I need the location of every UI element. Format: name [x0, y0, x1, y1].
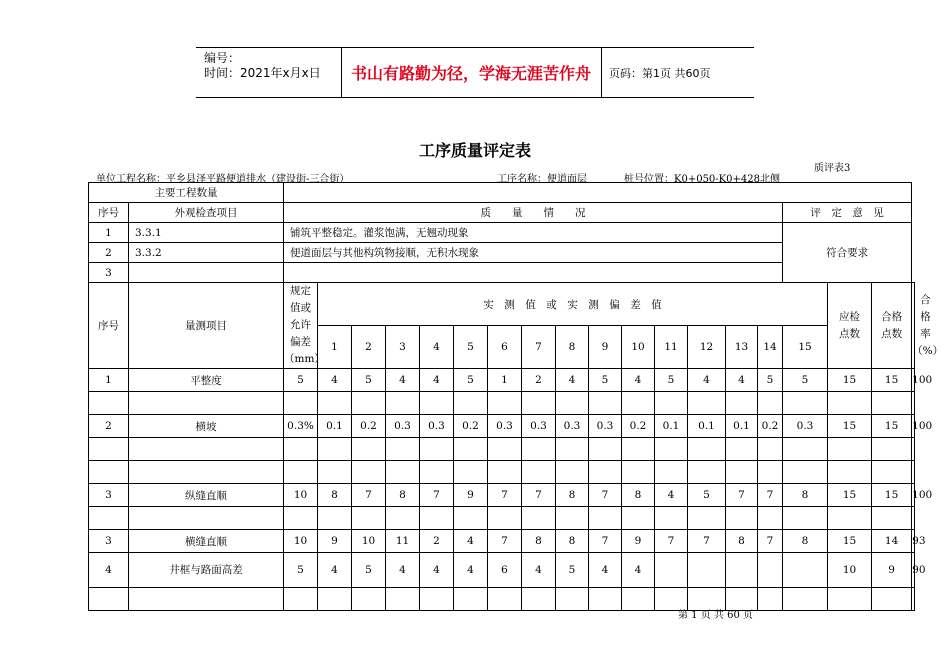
measured-value	[758, 392, 783, 415]
measured-value	[488, 588, 522, 611]
main-quantity-row	[89, 183, 915, 203]
measured-value	[488, 438, 522, 461]
measure-spec	[284, 588, 318, 611]
measured-value: 5	[783, 369, 828, 392]
measured-value	[688, 461, 726, 484]
measure-row	[89, 484, 915, 507]
measured-value: 0.1	[655, 415, 688, 438]
measure-item	[129, 507, 284, 530]
measured-value: 5	[352, 369, 386, 392]
main-quantity-label: 主要工程数量	[89, 183, 284, 203]
measure-spec	[284, 438, 318, 461]
measured-value	[420, 461, 454, 484]
measured-value: 9	[318, 530, 352, 553]
pass-count	[872, 588, 912, 611]
measured-value	[318, 461, 352, 484]
measured-value	[522, 438, 556, 461]
measured-value: 4	[454, 530, 488, 553]
column-number: 1	[318, 326, 352, 369]
measured-value: 7	[352, 484, 386, 507]
measured-value	[726, 461, 758, 484]
measure-item: 井框与路面高差	[129, 553, 284, 588]
checkpoint-count: 15	[828, 415, 872, 438]
measure-header-row	[89, 283, 915, 326]
measured-value: 0.3	[488, 415, 522, 438]
measured-value	[726, 392, 758, 415]
measured-value	[488, 507, 522, 530]
measured-value	[556, 392, 589, 415]
measured-value: 7	[522, 484, 556, 507]
measure-row	[89, 553, 915, 588]
header-divider	[601, 48, 602, 97]
column-number: 14	[758, 326, 783, 369]
number-label: 编号：	[204, 51, 241, 65]
pass-count: 15	[872, 415, 912, 438]
measured-value: 4	[318, 553, 352, 588]
pass-rate	[912, 461, 915, 484]
checkpoint-count	[828, 507, 872, 530]
column-number: 2	[352, 326, 386, 369]
measured-value	[352, 588, 386, 611]
measured-value: 4	[726, 369, 758, 392]
measure-spec: 10	[284, 484, 318, 507]
column-number: 4	[420, 326, 454, 369]
measured-value	[420, 588, 454, 611]
measured-value	[622, 507, 655, 530]
measured-value: 7	[655, 530, 688, 553]
measured-value: 8	[783, 530, 828, 553]
measured-value	[488, 392, 522, 415]
measured-value	[522, 507, 556, 530]
measured-value	[318, 438, 352, 461]
measured-value: 5	[556, 553, 589, 588]
measured-value: 4	[655, 484, 688, 507]
measure-spec: 10	[284, 530, 318, 553]
pass-rate	[912, 392, 915, 415]
measured-value: 5	[655, 369, 688, 392]
measure-seq: 2	[89, 415, 129, 438]
measured-value	[758, 461, 783, 484]
measure-spec	[284, 392, 318, 415]
measured-value	[726, 438, 758, 461]
measured-value	[589, 588, 622, 611]
appearance-seq: 3	[89, 263, 129, 283]
measured-value: 0.3	[522, 415, 556, 438]
measured-value: 0.1	[688, 415, 726, 438]
measure-body	[89, 369, 933, 611]
blank-row	[89, 438, 915, 461]
appearance-desc: 铺筑平整稳定。灌浆饱满，无翘动现象	[284, 223, 783, 243]
measured-value	[420, 438, 454, 461]
blank-row	[89, 588, 915, 611]
measured-value	[522, 461, 556, 484]
passpoints-header: 合格点数	[872, 283, 912, 369]
measured-value: 8	[522, 530, 556, 553]
measured-value	[386, 588, 420, 611]
pass-count: 15	[872, 484, 912, 507]
measured-value	[783, 438, 828, 461]
measure-row	[89, 369, 915, 392]
measured-value: 0.2	[352, 415, 386, 438]
pass-count	[872, 438, 912, 461]
measured-value	[556, 588, 589, 611]
appearance-seq: 2	[89, 243, 129, 263]
blank-row	[89, 461, 915, 484]
pass-rate: 90	[912, 553, 915, 588]
measured-value: 4	[556, 369, 589, 392]
measured-value	[352, 461, 386, 484]
measure-item: 横坡	[129, 415, 284, 438]
measured-value	[556, 507, 589, 530]
measured-value: 8	[622, 484, 655, 507]
column-number: 6	[488, 326, 522, 369]
measure-seq	[89, 438, 129, 461]
measured-value	[454, 588, 488, 611]
measured-value	[758, 553, 783, 588]
station: 桩号位置：K0+050-K0+428北侧	[624, 174, 780, 185]
measured-value: 9	[454, 484, 488, 507]
form-title: 工序质量评定表	[418, 141, 531, 160]
measure-seq	[89, 392, 129, 415]
measured-value: 5	[589, 369, 622, 392]
measure-seq: 4	[89, 553, 129, 588]
rate-header-unit: （%）	[912, 344, 944, 357]
pass-rate: 93	[912, 530, 915, 553]
measure-spec	[284, 461, 318, 484]
measured-value: 5	[454, 369, 488, 392]
measured-value	[688, 392, 726, 415]
measured-value: 0.2	[758, 415, 783, 438]
measure-item: 横缝直顺	[129, 530, 284, 553]
measure-item	[129, 392, 284, 415]
pass-rate: 100	[912, 484, 915, 507]
measured-value	[622, 461, 655, 484]
measured-value	[783, 461, 828, 484]
measured-value	[589, 461, 622, 484]
measured-value: 8	[783, 484, 828, 507]
measured-value: 9	[622, 530, 655, 553]
checkpoint-count: 10	[828, 553, 872, 588]
measure-seq	[89, 461, 129, 484]
measure-seq: 1	[89, 369, 129, 392]
measured-value: 0.2	[622, 415, 655, 438]
measured-value: 8	[318, 484, 352, 507]
measured-value: 7	[589, 530, 622, 553]
measured-value: 4	[318, 369, 352, 392]
measured-value: 8	[386, 484, 420, 507]
measured-value: 4	[420, 553, 454, 588]
pass-count	[872, 461, 912, 484]
measured-value	[758, 507, 783, 530]
pass-count: 9	[872, 553, 912, 588]
measured-value: 7	[688, 530, 726, 553]
pass-count: 15	[872, 369, 912, 392]
column-number: 9	[589, 326, 622, 369]
appearance-quality-header: 质 量 情 况	[284, 203, 783, 223]
measured-value	[783, 507, 828, 530]
rate-header-label: 合格率	[920, 293, 931, 340]
appearance-seq-header: 序号	[89, 203, 129, 223]
time-label: 时间：2021年x月x日	[204, 66, 321, 80]
measured-value	[556, 461, 589, 484]
measure-spec: 5	[284, 369, 318, 392]
measured-value: 8	[726, 530, 758, 553]
measured-value: 0.1	[318, 415, 352, 438]
appearance-desc	[284, 263, 783, 283]
measured-value	[622, 438, 655, 461]
spec-header-label: 规定值或允许偏差	[290, 285, 312, 348]
column-number: 8	[556, 326, 589, 369]
measured-value: 7	[758, 530, 783, 553]
measured-value	[420, 507, 454, 530]
appearance-desc: 便道面层与其他构筑物接顺，无积水现象	[284, 243, 783, 263]
measured-value	[589, 392, 622, 415]
pass-rate	[912, 507, 915, 530]
measured-value	[454, 392, 488, 415]
pass-rate: 100	[912, 415, 915, 438]
measured-value: 4	[420, 369, 454, 392]
appearance-item-header: 外观检查项目	[129, 203, 284, 223]
measured-value: 2	[420, 530, 454, 553]
measured-value: 7	[758, 484, 783, 507]
measured-value: 0.3	[589, 415, 622, 438]
measured-value	[318, 392, 352, 415]
measured-value: 0.3	[783, 415, 828, 438]
measured-value	[589, 438, 622, 461]
column-number: 12	[688, 326, 726, 369]
measured-value	[622, 588, 655, 611]
measured-value	[522, 392, 556, 415]
measured-value: 1	[488, 369, 522, 392]
measured-value	[655, 461, 688, 484]
measure-spec: 0.3%	[284, 415, 318, 438]
checkpoint-count	[828, 461, 872, 484]
measure-item	[129, 438, 284, 461]
measure-seq	[89, 507, 129, 530]
measured-value	[655, 553, 688, 588]
measured-value: 7	[589, 484, 622, 507]
measured-value: 0.3	[420, 415, 454, 438]
spec-header-unit: （mm）	[284, 353, 325, 365]
appearance-opinion: 符合要求	[783, 223, 912, 283]
motto-text: 书山有路勤为径，学海无涯苦作舟	[350, 64, 591, 83]
measured-value: 7	[420, 484, 454, 507]
measured-value: 5	[758, 369, 783, 392]
measure-item: 纵缝直顺	[129, 484, 284, 507]
checkpoint-count	[828, 392, 872, 415]
column-number: 11	[655, 326, 688, 369]
measured-value	[726, 507, 758, 530]
spec-header	[284, 283, 325, 369]
pass-count: 14	[872, 530, 912, 553]
measured-value: 5	[688, 484, 726, 507]
column-number: 7	[522, 326, 556, 369]
measure-row	[89, 415, 915, 438]
measure-spec	[284, 507, 318, 530]
column-number: 15	[783, 326, 828, 369]
pass-rate	[912, 588, 915, 611]
measure-row	[89, 530, 915, 553]
measured-value: 4	[454, 553, 488, 588]
measured-value	[688, 553, 726, 588]
measured-value	[522, 588, 556, 611]
measured-value	[318, 588, 352, 611]
measured-value: 0.3	[386, 415, 420, 438]
appearance-opinion-header: 评 定 意 见	[783, 203, 912, 223]
measured-value: 7	[488, 484, 522, 507]
column-number: 5	[454, 326, 488, 369]
header-meta	[204, 51, 321, 81]
checkpoint-count: 15	[828, 369, 872, 392]
measured-value: 0.1	[726, 415, 758, 438]
measured-value	[758, 588, 783, 611]
appearance-code: 3.3.1	[129, 223, 284, 243]
measured-value	[386, 392, 420, 415]
measure-item	[129, 588, 284, 611]
measured-value: 4	[622, 369, 655, 392]
pass-rate: 100	[912, 369, 915, 392]
document-header	[196, 47, 754, 98]
measure-item-header: 量测项目	[129, 283, 284, 369]
measured-value	[783, 392, 828, 415]
pass-rate	[912, 438, 915, 461]
measured-value	[318, 507, 352, 530]
blank-row	[89, 392, 915, 415]
measured-value	[454, 507, 488, 530]
measured-value: 4	[386, 553, 420, 588]
pass-count	[872, 392, 912, 415]
measured-value	[655, 507, 688, 530]
measured-value	[655, 392, 688, 415]
measure-seq: 3	[89, 530, 129, 553]
page-code: 页码：第1页 共60页	[609, 66, 711, 80]
measured-value: 4	[622, 553, 655, 588]
measured-value	[352, 392, 386, 415]
page-footer: 第 1 页 共 60 页	[678, 610, 753, 621]
measured-value	[488, 461, 522, 484]
checkpoint-count: 15	[828, 530, 872, 553]
measured-value	[783, 553, 828, 588]
measured-value	[726, 553, 758, 588]
measured-values-header: 实 测 值 或 实 测 偏 差 值	[318, 283, 828, 326]
measured-value: 11	[386, 530, 420, 553]
measured-value: 7	[488, 530, 522, 553]
measure-item: 平整度	[129, 369, 284, 392]
measured-value	[352, 438, 386, 461]
pass-count	[872, 507, 912, 530]
blank-row	[89, 507, 915, 530]
checkpoint-count	[828, 438, 872, 461]
measured-value	[688, 438, 726, 461]
measure-seq	[89, 588, 129, 611]
measured-value: 5	[352, 553, 386, 588]
measured-value	[386, 461, 420, 484]
measured-value	[386, 438, 420, 461]
main-quantity-value	[284, 183, 912, 203]
appearance-row	[89, 223, 915, 243]
measured-value: 8	[556, 530, 589, 553]
measure-item	[129, 461, 284, 484]
measured-value: 2	[522, 369, 556, 392]
measured-value	[688, 507, 726, 530]
measured-value	[420, 392, 454, 415]
column-number: 10	[622, 326, 655, 369]
measured-value: 4	[688, 369, 726, 392]
measured-value	[454, 461, 488, 484]
measure-seq: 3	[89, 484, 129, 507]
appearance-header-row	[89, 203, 915, 223]
measured-value	[386, 507, 420, 530]
measure-seq-header: 序号	[89, 283, 129, 369]
checkpoints-header: 应检点数	[828, 283, 872, 369]
appearance-seq: 1	[89, 223, 129, 243]
column-number: 3	[386, 326, 420, 369]
measure-spec: 5	[284, 553, 318, 588]
appearance-code	[129, 263, 284, 283]
measured-value	[758, 438, 783, 461]
measured-value	[783, 588, 828, 611]
measured-value	[622, 392, 655, 415]
form-number: 质评表3	[814, 163, 851, 174]
measured-value	[589, 507, 622, 530]
measured-value: 8	[556, 484, 589, 507]
unit-project: 单位工程名称：平乡县泽平路便道排水（建设街-三合街）	[96, 174, 350, 185]
measured-value: 4	[589, 553, 622, 588]
measured-value: 4	[522, 553, 556, 588]
measured-value: 10	[352, 530, 386, 553]
measured-value: 6	[488, 553, 522, 588]
checkpoint-count: 15	[828, 484, 872, 507]
measured-value	[454, 438, 488, 461]
appearance-code: 3.3.2	[129, 243, 284, 263]
measured-value	[556, 438, 589, 461]
measured-value: 7	[726, 484, 758, 507]
column-number: 13	[726, 326, 758, 369]
rate-header	[912, 283, 944, 369]
checkpoint-count	[828, 588, 872, 611]
quality-evaluation-table	[88, 182, 944, 611]
process-name: 工序名称：便道面层	[497, 174, 587, 185]
measured-value: 4	[386, 369, 420, 392]
measured-value	[352, 507, 386, 530]
measured-value	[655, 438, 688, 461]
measured-value: 0.2	[454, 415, 488, 438]
measured-value: 0.3	[556, 415, 589, 438]
